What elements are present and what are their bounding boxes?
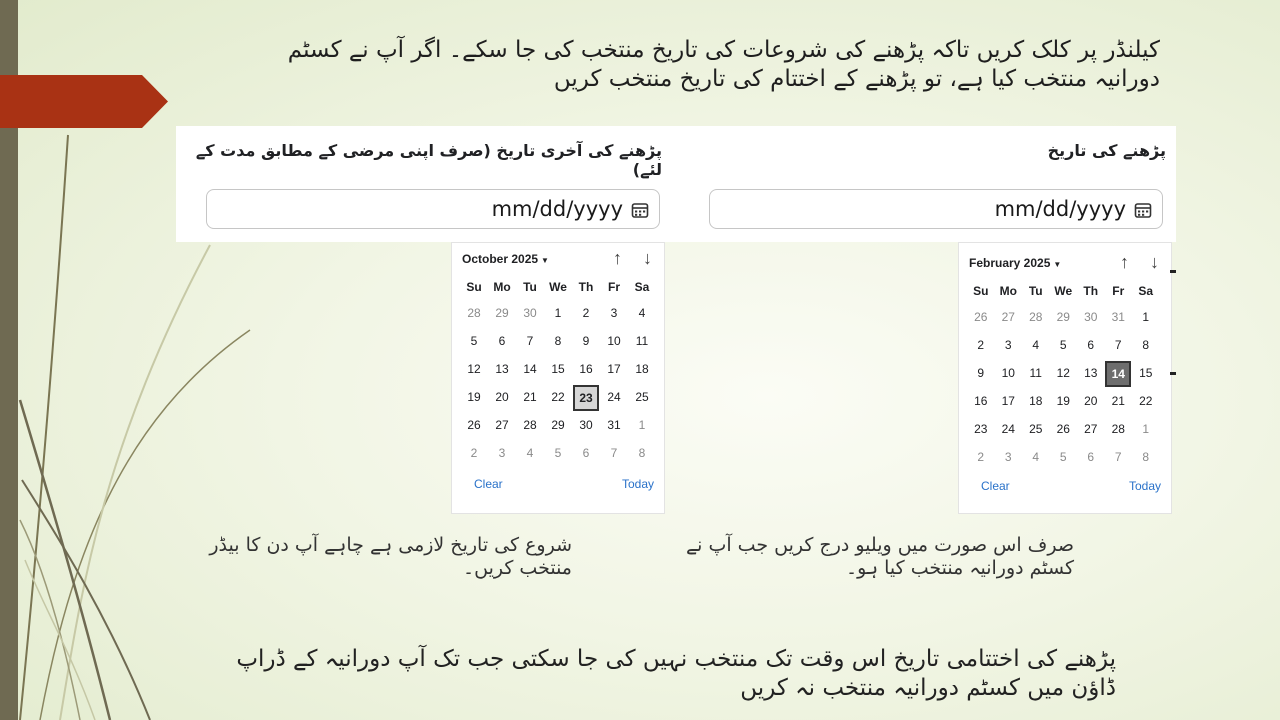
day-cell[interactable]: 1 xyxy=(638,418,646,432)
day-cell[interactable]: 7 xyxy=(610,446,618,460)
day-cell[interactable]: 28 xyxy=(1029,310,1043,324)
month-selector[interactable]: October 2025 ▼ xyxy=(462,252,549,266)
slide-footer-note: پڑھنے کی اختتامی تاریخ اس وقت تک منتخب نہیں کی جا سکتی جب تک آپ دورانیہ کے ڈراپ ڈاؤن میں کسٹم دورانیہ منتخب نہ کریں xyxy=(236,646,1116,701)
day-cell[interactable]: 5 xyxy=(554,446,562,460)
today-button[interactable]: Today xyxy=(1128,479,1161,493)
day-cell[interactable]: 3 xyxy=(1004,338,1012,352)
day-cell[interactable]: 27 xyxy=(495,418,509,432)
day-cell[interactable]: 1 xyxy=(1142,422,1150,436)
day-cell[interactable]: 21 xyxy=(1111,394,1125,408)
day-cell[interactable]: 5 xyxy=(1059,450,1067,464)
day-cell[interactable]: 4 xyxy=(638,306,646,320)
day-cell[interactable]: 7 xyxy=(526,334,534,348)
day-cell[interactable]: 25 xyxy=(635,390,649,404)
selected-day-cell[interactable]: 23 xyxy=(572,383,600,411)
day-cell[interactable]: 18 xyxy=(635,362,649,376)
day-cell[interactable]: 28 xyxy=(1111,422,1125,436)
day-cell[interactable]: 24 xyxy=(607,390,621,404)
day-cell[interactable]: 17 xyxy=(1001,394,1015,408)
start-date-field[interactable] xyxy=(709,189,1163,229)
day-cell[interactable]: 10 xyxy=(607,334,621,348)
end-date-placeholder: mm/dd/yyyy xyxy=(491,197,623,221)
weekday-header: Th xyxy=(578,280,594,294)
day-cell[interactable]: 3 xyxy=(610,306,618,320)
weekday-header: We xyxy=(1054,284,1073,298)
arrow-up-icon[interactable]: ↑ xyxy=(613,248,622,268)
day-cell[interactable]: 1 xyxy=(554,306,562,320)
day-cell[interactable]: 4 xyxy=(1032,338,1040,352)
clear-button[interactable]: Clear xyxy=(981,479,1010,493)
end-date-label: پڑھنے کی آخری تاریخ (صرف اپنی مرضی کے مطابق مدت کے لئے) xyxy=(195,141,662,179)
day-cell[interactable]: 30 xyxy=(1084,310,1098,324)
weekday-header: Su xyxy=(466,280,482,294)
weekday-header: Sa xyxy=(1138,284,1154,298)
start-date-placeholder: mm/dd/yyyy xyxy=(994,197,1126,221)
day-cell[interactable]: 4 xyxy=(526,446,534,460)
day-cell[interactable]: 27 xyxy=(1001,310,1015,324)
day-cell[interactable]: 25 xyxy=(1029,422,1043,436)
day-cell[interactable]: 19 xyxy=(467,390,481,404)
day-cell[interactable]: 16 xyxy=(579,362,593,376)
day-cell[interactable]: 7 xyxy=(1114,338,1122,352)
day-cell[interactable]: 6 xyxy=(498,334,506,348)
weekday-header: Th xyxy=(1083,284,1099,298)
day-cell[interactable]: 31 xyxy=(607,418,621,432)
day-cell[interactable]: 26 xyxy=(467,418,481,432)
weekday-header: Fr xyxy=(608,280,620,294)
day-cell[interactable]: 3 xyxy=(498,446,506,460)
day-cell[interactable]: 21 xyxy=(523,390,537,404)
day-cell[interactable]: 2 xyxy=(470,446,478,460)
selected-day-cell[interactable]: 14 xyxy=(1105,359,1133,387)
day-cell[interactable]: 22 xyxy=(551,390,565,404)
day-cell[interactable]: 29 xyxy=(495,306,509,320)
day-cell[interactable]: 13 xyxy=(1084,366,1098,380)
start-date-label: پڑھنے کی تاریخ xyxy=(1047,141,1166,160)
day-cell[interactable]: 12 xyxy=(467,362,481,376)
month-selector[interactable]: February 2025 ▼ xyxy=(969,256,1062,270)
day-cell[interactable]: 3 xyxy=(1004,450,1012,464)
day-cell[interactable]: 8 xyxy=(638,446,646,460)
day-cell[interactable]: 17 xyxy=(607,362,621,376)
day-cell[interactable]: 28 xyxy=(523,418,537,432)
end-date-note: صرف اس صورت میں ویلیو درج کریں جب آپ نے کسٹم دورانیہ منتخب کیا ہو۔ xyxy=(686,534,1074,579)
calendar-grid xyxy=(967,279,1163,471)
weekday-header: Sa xyxy=(634,280,650,294)
day-cell[interactable]: 5 xyxy=(1059,338,1067,352)
day-cell[interactable]: 7 xyxy=(1114,450,1122,464)
caret-down-icon: ▼ xyxy=(541,256,549,265)
arrow-down-icon[interactable]: ↓ xyxy=(1150,252,1159,272)
weekday-header: Mo xyxy=(999,284,1017,298)
day-cell[interactable]: 20 xyxy=(495,390,509,404)
weekday-header: Mo xyxy=(493,280,511,294)
day-cell[interactable]: 6 xyxy=(582,446,590,460)
day-cell[interactable]: 4 xyxy=(1032,450,1040,464)
calendar-icon[interactable] xyxy=(631,201,649,219)
background-fragment xyxy=(1170,372,1176,375)
day-cell[interactable]: 14 xyxy=(523,362,537,376)
weekday-header: We xyxy=(549,280,567,294)
day-cell[interactable]: 9 xyxy=(582,334,590,348)
weekday-header: Su xyxy=(973,284,989,298)
day-cell[interactable]: 6 xyxy=(1087,450,1095,464)
day-cell[interactable]: 2 xyxy=(977,450,985,464)
day-cell[interactable]: 15 xyxy=(551,362,565,376)
slide-title: کیلنڈر پر کلک کریں تاکہ پڑھنے کی شروعات کی تاریخ منتخب کی جا سکے۔ اگر آپ نے کسٹم دورانیہ منتخب کیا ہے، تو پڑھنے کے اختتام کی تاریخ منتخب کریں xyxy=(287,37,1160,92)
day-cell[interactable]: 18 xyxy=(1029,394,1043,408)
day-cell[interactable]: 26 xyxy=(974,310,988,324)
day-cell[interactable]: 11 xyxy=(1029,366,1042,380)
accent-arrow xyxy=(0,75,168,128)
day-cell[interactable]: 15 xyxy=(1139,366,1153,380)
day-cell[interactable]: 10 xyxy=(1001,366,1015,380)
day-cell[interactable]: 1 xyxy=(1142,310,1150,324)
day-cell[interactable]: 31 xyxy=(1111,310,1125,324)
day-cell[interactable]: 28 xyxy=(467,306,481,320)
day-cell[interactable]: 30 xyxy=(579,418,593,432)
day-cell[interactable]: 11 xyxy=(635,334,649,348)
end-date-field[interactable] xyxy=(206,189,660,229)
weekday-header: Tu xyxy=(523,280,537,294)
day-cell[interactable]: 19 xyxy=(1056,394,1070,408)
day-cell[interactable]: 20 xyxy=(1084,394,1098,408)
day-cell[interactable]: 29 xyxy=(551,418,565,432)
background-fragment xyxy=(1170,270,1176,273)
day-cell[interactable]: 5 xyxy=(470,334,478,348)
day-cell[interactable]: 23 xyxy=(974,422,988,436)
day-cell[interactable]: 30 xyxy=(523,306,537,320)
weekday-header: Fr xyxy=(1112,284,1125,298)
arrow-down-icon[interactable]: ↓ xyxy=(643,248,652,268)
day-cell[interactable]: 26 xyxy=(1056,422,1070,436)
calendar-icon[interactable] xyxy=(1134,201,1152,219)
day-cell[interactable]: 9 xyxy=(977,366,985,380)
day-cell[interactable]: 12 xyxy=(1056,366,1070,380)
today-button[interactable]: Today xyxy=(621,477,654,491)
calendar-grid xyxy=(460,275,656,467)
date-form-panel xyxy=(176,126,1176,242)
start-date-picker xyxy=(958,242,1172,514)
start-date-note: شروع کی تاریخ لازمی ہے چاہے آپ دن کا بیڈر منتخب کریں۔ xyxy=(209,534,572,579)
arrow-up-icon[interactable]: ↑ xyxy=(1120,252,1129,272)
clear-button[interactable]: Clear xyxy=(474,477,503,491)
day-cell[interactable]: 2 xyxy=(977,338,985,352)
day-cell[interactable]: 27 xyxy=(1084,422,1098,436)
caret-down-icon: ▼ xyxy=(1053,260,1062,269)
day-cell[interactable]: 16 xyxy=(974,394,988,408)
day-cell[interactable]: 8 xyxy=(1142,338,1150,352)
end-date-picker xyxy=(451,242,665,514)
day-cell[interactable]: 24 xyxy=(1001,422,1015,436)
day-cell[interactable]: 22 xyxy=(1139,394,1153,408)
day-cell[interactable]: 6 xyxy=(1087,338,1095,352)
day-cell[interactable]: 8 xyxy=(554,334,562,348)
day-cell[interactable]: 2 xyxy=(582,306,590,320)
weekday-header: Tu xyxy=(1028,284,1043,298)
day-cell[interactable]: 13 xyxy=(495,362,509,376)
day-cell[interactable]: 8 xyxy=(1142,450,1150,464)
day-cell[interactable]: 29 xyxy=(1056,310,1070,324)
